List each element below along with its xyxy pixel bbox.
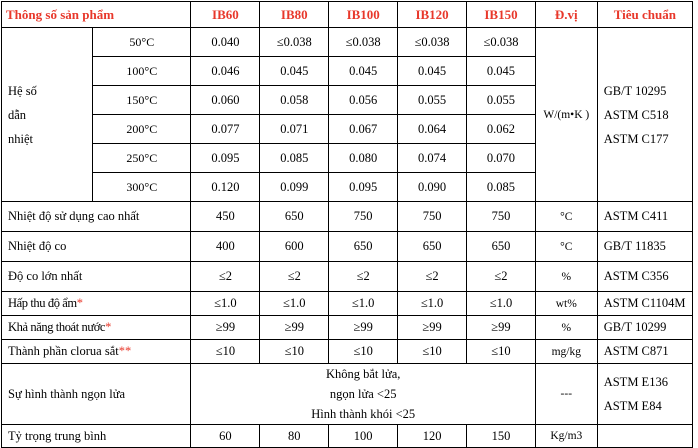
- row-label: Tỷ trọng trung bình: [2, 425, 191, 448]
- value-cell: 450: [191, 202, 260, 232]
- header-grade: IB60: [191, 2, 260, 28]
- conductivity-label-line: dẫn: [8, 107, 27, 122]
- fire-row: [2, 364, 693, 425]
- value-cell: 150: [467, 425, 536, 448]
- value-cell: 0.045: [467, 57, 536, 86]
- value-cell: 0.099: [260, 173, 329, 202]
- value-cell: 0.055: [398, 86, 467, 115]
- fire-description: [191, 364, 535, 425]
- value-cell: 0.095: [329, 173, 398, 202]
- standard-cell: ASTM C1104M: [597, 292, 692, 316]
- value-cell: ≤1.0: [191, 292, 260, 316]
- value-cell: 0.045: [398, 57, 467, 86]
- fire-line: Không bắt lửa,: [325, 367, 401, 381]
- value-cell: 0.070: [467, 144, 536, 173]
- temperature-cell: 100°C: [93, 57, 191, 86]
- value-cell: 120: [398, 425, 467, 448]
- drainage-row: [2, 316, 693, 340]
- value-cell: ≤0.038: [260, 28, 329, 57]
- moisture-row: [2, 292, 693, 316]
- value-cell: 650: [260, 202, 329, 232]
- value-cell: 0.074: [398, 144, 467, 173]
- value-cell: 0.058: [260, 86, 329, 115]
- value-cell: 0.120: [191, 173, 260, 202]
- conductivity-label-line: nhiệt: [8, 131, 33, 146]
- value-cell: ≤2: [260, 262, 329, 292]
- value-cell: 0.085: [260, 144, 329, 173]
- row-label: Nhiệt độ sử dụng cao nhất: [2, 202, 191, 232]
- value-cell: ≥99: [329, 316, 398, 340]
- value-cell: 0.045: [260, 57, 329, 86]
- fire-line: Hình thành khói <25: [311, 407, 416, 421]
- conductivity-unit: W/(m•K ): [535, 28, 597, 202]
- value-cell: 100: [329, 425, 398, 448]
- footnote-star: **: [118, 344, 132, 358]
- temperature-cell: 150°C: [93, 86, 191, 115]
- header-unit: Đ.vị: [535, 2, 597, 28]
- unit-cell: Kg/m3: [535, 425, 597, 448]
- standard-cell: ASTM C411: [597, 202, 692, 232]
- header-grade: IB120: [398, 2, 467, 28]
- max-shrink-row: [2, 262, 693, 292]
- value-cell: 80: [260, 425, 329, 448]
- standard-line: GB/T 10295: [603, 83, 667, 98]
- value-cell: 650: [329, 232, 398, 262]
- unit-cell: %: [535, 316, 597, 340]
- value-cell: ≤10: [467, 340, 536, 364]
- row-label-cell: [2, 340, 191, 364]
- fire-standards: [597, 364, 692, 425]
- value-cell: 750: [398, 202, 467, 232]
- value-cell: ≤1.0: [467, 292, 536, 316]
- row-label-cell: [2, 316, 191, 340]
- standard-cell: GB/T 10299: [597, 316, 692, 340]
- header-row: [2, 2, 693, 28]
- footnote-star: *: [76, 296, 83, 310]
- spec-table: [1, 1, 693, 448]
- value-cell: ≤10: [329, 340, 398, 364]
- row-label: Sự hình thành ngọn lửa: [2, 364, 191, 425]
- header-product: Thông số sản phẩm: [2, 2, 191, 28]
- value-cell: ≤0.038: [467, 28, 536, 57]
- conductivity-label-line: Hệ số: [8, 83, 37, 98]
- value-cell: 750: [467, 202, 536, 232]
- max-temp-row: [2, 202, 693, 232]
- value-cell: 0.090: [398, 173, 467, 202]
- row-label: Độ co lớn nhất: [2, 262, 191, 292]
- value-cell: 0.095: [191, 144, 260, 173]
- value-cell: ≥99: [467, 316, 536, 340]
- shrink-temp-row: [2, 232, 693, 262]
- value-cell: 0.080: [329, 144, 398, 173]
- value-cell: 0.040: [191, 28, 260, 57]
- standard-line: ASTM C177: [603, 131, 669, 146]
- header-grade: IB80: [260, 2, 329, 28]
- value-cell: 0.056: [329, 86, 398, 115]
- value-cell: 0.046: [191, 57, 260, 86]
- value-cell: ≤10: [191, 340, 260, 364]
- value-cell: ≥99: [260, 316, 329, 340]
- fire-line: ngọn lửa <25: [329, 387, 397, 401]
- value-cell: 650: [467, 232, 536, 262]
- value-cell: ≤2: [467, 262, 536, 292]
- standard-cell: ASTM C356: [597, 262, 692, 292]
- conductivity-standards: [597, 28, 692, 202]
- value-cell: ≥99: [191, 316, 260, 340]
- standard-cell: ASTM C871: [597, 340, 692, 364]
- value-cell: ≤1.0: [260, 292, 329, 316]
- conductivity-row: [2, 28, 693, 57]
- value-cell: 750: [329, 202, 398, 232]
- unit-cell: °C: [535, 202, 597, 232]
- value-cell: 0.045: [329, 57, 398, 86]
- value-cell: ≤2: [398, 262, 467, 292]
- value-cell: ≤10: [260, 340, 329, 364]
- standard-line: ASTM E84: [603, 399, 662, 413]
- unit-cell: ---: [535, 364, 597, 425]
- row-label: Nhiệt độ co: [2, 232, 191, 262]
- footnote-star: *: [105, 320, 112, 334]
- header-grade: IB100: [329, 2, 398, 28]
- value-cell: 0.085: [467, 173, 536, 202]
- temperature-cell: 300°C: [93, 173, 191, 202]
- header-standard: Tiêu chuẩn: [597, 2, 692, 28]
- standard-cell: [597, 425, 692, 448]
- value-cell: 400: [191, 232, 260, 262]
- value-cell: ≤1.0: [398, 292, 467, 316]
- unit-cell: °C: [535, 232, 597, 262]
- row-label: Khả năng thoát nước: [8, 320, 106, 334]
- conductivity-label: [2, 28, 93, 202]
- value-cell: ≤2: [329, 262, 398, 292]
- header-grade: IB150: [467, 2, 536, 28]
- value-cell: ≤10: [398, 340, 467, 364]
- value-cell: ≥99: [398, 316, 467, 340]
- standard-line: ASTM E136: [603, 375, 668, 389]
- unit-cell: wt%: [535, 292, 597, 316]
- row-label-cell: [2, 292, 191, 316]
- temperature-cell: 200°C: [93, 115, 191, 144]
- temperature-cell: 250°C: [93, 144, 191, 173]
- value-cell: 650: [398, 232, 467, 262]
- value-cell: 0.077: [191, 115, 260, 144]
- value-cell: 0.067: [329, 115, 398, 144]
- value-cell: 0.055: [467, 86, 536, 115]
- value-cell: 600: [260, 232, 329, 262]
- row-label: Hấp thu độ ẩm: [8, 296, 77, 310]
- value-cell: 0.062: [467, 115, 536, 144]
- value-cell: 0.060: [191, 86, 260, 115]
- standard-line: ASTM C518: [603, 107, 669, 122]
- chloride-row: [2, 340, 693, 364]
- temperature-cell: 50°C: [93, 28, 191, 57]
- value-cell: ≤2: [191, 262, 260, 292]
- value-cell: ≤0.038: [329, 28, 398, 57]
- value-cell: ≤0.038: [398, 28, 467, 57]
- unit-cell: mg/kg: [535, 340, 597, 364]
- standard-cell: GB/T 11835: [597, 232, 692, 262]
- density-row: [2, 425, 693, 448]
- value-cell: ≤1.0: [329, 292, 398, 316]
- value-cell: 0.071: [260, 115, 329, 144]
- unit-cell: %: [535, 262, 597, 292]
- value-cell: 60: [191, 425, 260, 448]
- row-label: Thành phần clorua sắt: [8, 344, 119, 358]
- value-cell: 0.064: [398, 115, 467, 144]
